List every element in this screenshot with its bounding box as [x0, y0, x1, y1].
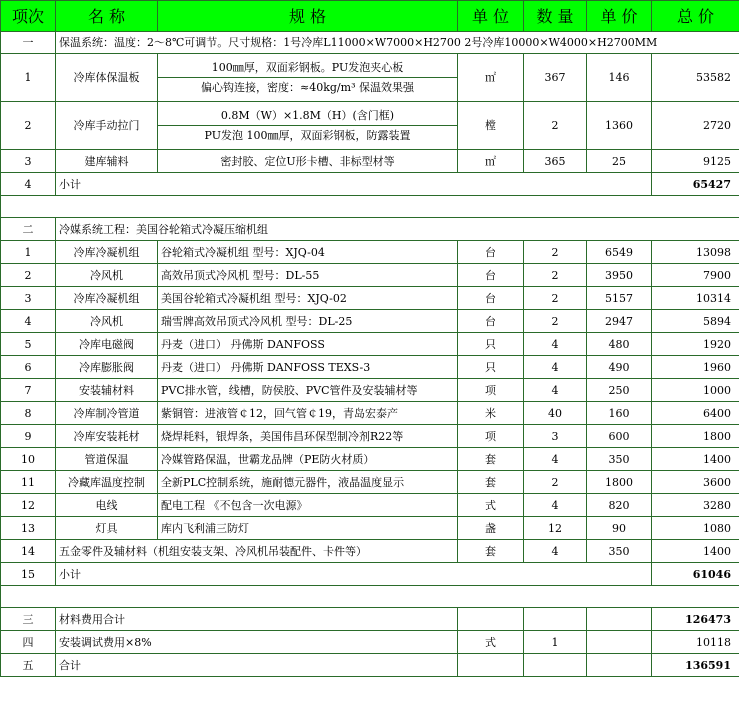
cell-unit[interactable]: 只 [458, 356, 524, 379]
cell-qty[interactable]: 40 [524, 402, 587, 425]
cell-idx[interactable]: 2 [1, 264, 56, 287]
cell-total[interactable]: 1800 [652, 425, 739, 448]
cell-unit[interactable] [458, 654, 524, 677]
header-qty[interactable]: 数 量 [524, 1, 587, 32]
cell-qty[interactable] [524, 608, 587, 631]
cell-price[interactable] [587, 631, 652, 654]
cell-spec[interactable]: 库内飞利浦三防灯 [158, 517, 458, 540]
cell-idx[interactable]: 9 [1, 425, 56, 448]
grand-total[interactable]: 136591 [652, 654, 739, 677]
cell-price[interactable]: 2947 [587, 310, 652, 333]
cell-unit[interactable]: 式 [458, 494, 524, 517]
table-row [1, 356, 739, 379]
cell-idx[interactable]: 3 [1, 150, 56, 173]
cell-unit[interactable]: 项 [458, 425, 524, 448]
summary-row [1, 631, 739, 654]
cell-unit[interactable]: 米 [458, 402, 524, 425]
spec-line-1: 100㎜厚，双面彩钢板。PU发泡夹心板 [211, 61, 404, 74]
table-row [1, 333, 739, 356]
cell-idx[interactable]: 6 [1, 356, 56, 379]
cell-idx[interactable]: 1 [1, 241, 56, 264]
spec-line-2: PU发泡 100㎜厚，双面彩钢板，防露装置 [158, 125, 457, 142]
summary-total[interactable]: 126473 [652, 608, 739, 631]
cell-unit[interactable]: 项 [458, 379, 524, 402]
cell-idx[interactable]: 14 [1, 540, 56, 563]
cell-price[interactable]: 600 [587, 425, 652, 448]
subtotal-label[interactable]: 小计 [56, 563, 652, 586]
header-name[interactable]: 名 称 [56, 1, 158, 32]
subtotal-row [1, 173, 739, 196]
cell-total[interactable]: 1080 [652, 517, 739, 540]
cell-total[interactable]: 1400 [652, 540, 739, 563]
cell-spec[interactable]: 丹麦（进口） 丹佛斯 DANFOSS TEXS-3 [158, 356, 458, 379]
cell-name[interactable]: 灯具 [56, 517, 158, 540]
section1-title-row [1, 32, 739, 54]
cell-idx[interactable]: 7 [1, 379, 56, 402]
cell-spec[interactable]: 冷媒管路保温，世霸龙品牌（PE防火材质） [158, 448, 458, 471]
cell-unit[interactable]: 式 [458, 631, 524, 654]
cell-qty[interactable] [524, 654, 587, 677]
table-row [1, 54, 739, 102]
summary-label[interactable]: 合计 [56, 654, 458, 677]
cell-spec[interactable]: 丹麦（进口） 丹佛斯 DANFOSS [158, 333, 458, 356]
cell-qty[interactable]: 12 [524, 517, 587, 540]
cell-qty[interactable]: 365 [524, 150, 587, 173]
subtotal-label[interactable]: 小计 [56, 173, 652, 196]
summary-row [1, 608, 739, 631]
blank-cell[interactable] [1, 196, 739, 218]
cell-name[interactable]: 安装辅材料 [56, 379, 158, 402]
summary-row [1, 654, 739, 677]
table-row [1, 102, 739, 150]
cell-price[interactable]: 1360 [587, 102, 652, 150]
cell-spec[interactable] [158, 102, 458, 150]
cell-name[interactable]: 冷风机 [56, 264, 158, 287]
cell-total[interactable]: 1920 [652, 333, 739, 356]
cell-name[interactable]: 五金零件及辅材料（机组安装支架、冷风机吊装配件、卡件等） [56, 540, 458, 563]
table-row [1, 471, 739, 494]
cell-spec[interactable]: PVC排水管，线槽，防侯胶、PVC管件及安装辅材等 [158, 379, 458, 402]
cell-qty[interactable]: 2 [524, 264, 587, 287]
header-spec[interactable]: 规 格 [158, 1, 458, 32]
cell-total[interactable]: 3280 [652, 494, 739, 517]
cell-qty[interactable]: 2 [524, 241, 587, 264]
cell-price[interactable]: 90 [587, 517, 652, 540]
cell-total[interactable]: 2720 [652, 102, 739, 150]
cell-unit[interactable]: 樘 [458, 102, 524, 150]
spec-line-2: 偏心钩连接，密度：≈40kg/m³ 保温效果强 [158, 77, 457, 94]
cell-qty[interactable]: 2 [524, 471, 587, 494]
cell-unit[interactable]: 套 [458, 540, 524, 563]
cell-idx[interactable]: 3 [1, 287, 56, 310]
cell-name[interactable]: 冷库冷凝机组 [56, 241, 158, 264]
cell-name[interactable]: 电线 [56, 494, 158, 517]
cell-idx[interactable]: 5 [1, 333, 56, 356]
subtotal-row [1, 563, 739, 586]
cell-idx[interactable]: 五 [1, 654, 56, 677]
table-row [1, 494, 739, 517]
cell-qty[interactable]: 3 [524, 425, 587, 448]
cell-price[interactable]: 146 [587, 54, 652, 102]
cell-total[interactable]: 9125 [652, 150, 739, 173]
cell-idx[interactable]: 8 [1, 402, 56, 425]
cell-name[interactable]: 管道保温 [56, 448, 158, 471]
table-row [1, 402, 739, 425]
blank-row [1, 586, 739, 608]
table-row [1, 448, 739, 471]
cell-qty[interactable]: 367 [524, 54, 587, 102]
cell-price[interactable]: 5157 [587, 287, 652, 310]
cell-qty[interactable]: 4 [524, 356, 587, 379]
cell-idx[interactable]: 三 [1, 608, 56, 631]
cell-unit[interactable]: 台 [458, 241, 524, 264]
cell-spec[interactable]: 烧焊耗料，银焊条，美国伟昌环保型制冷剂R22等 [158, 425, 458, 448]
cell-idx[interactable]: 2 [1, 102, 56, 150]
cell-unit[interactable] [458, 608, 524, 631]
cell-qty[interactable]: 2 [524, 102, 587, 150]
cell-price[interactable]: 160 [587, 402, 652, 425]
cell-total[interactable]: 1000 [652, 379, 739, 402]
table-row [1, 310, 739, 333]
cell-idx[interactable]: 4 [1, 173, 56, 196]
cell-unit[interactable]: 只 [458, 333, 524, 356]
header-row [1, 1, 739, 32]
cell-qty[interactable]: 4 [524, 448, 587, 471]
cell-idx[interactable]: 12 [1, 494, 56, 517]
cell-unit[interactable]: 套 [458, 448, 524, 471]
table-row [1, 379, 739, 402]
cell-total[interactable]: 13098 [652, 241, 739, 264]
table-row [1, 287, 739, 310]
cell-price[interactable] [587, 608, 652, 631]
cell-unit[interactable]: 台 [458, 264, 524, 287]
cell-idx[interactable]: 10 [1, 448, 56, 471]
subtotal-total[interactable]: 65427 [652, 173, 739, 196]
table-row [1, 150, 739, 173]
cell-qty[interactable]: 4 [524, 379, 587, 402]
cell-unit[interactable]: 盏 [458, 517, 524, 540]
cell-name[interactable]: 冷库体保温板 [56, 54, 158, 102]
cell-name[interactable]: 冷库制冷管道 [56, 402, 158, 425]
cell-unit[interactable]: 套 [458, 471, 524, 494]
header-price[interactable]: 单 价 [587, 1, 652, 32]
table-row [1, 264, 739, 287]
spec-line-1: 0.8M（W）×1.8M（H）(含门框) [220, 109, 395, 122]
table-row [1, 540, 739, 563]
summary-total[interactable]: 10118 [652, 631, 739, 654]
table-row [1, 425, 739, 448]
cell-total[interactable]: 6400 [652, 402, 739, 425]
cell-total[interactable]: 7900 [652, 264, 739, 287]
cell-spec[interactable] [158, 54, 458, 102]
cell-name[interactable]: 冷藏库温度控制 [56, 471, 158, 494]
cell-price[interactable]: 490 [587, 356, 652, 379]
cell-spec[interactable]: 瑞雪牌高效吊顶式冷风机 型号：DL-25 [158, 310, 458, 333]
cell-price[interactable]: 1800 [587, 471, 652, 494]
cell-spec[interactable]: 美国谷轮箱式冷凝机组 型号：XJQ-02 [158, 287, 458, 310]
cell-total[interactable]: 1960 [652, 356, 739, 379]
cell-idx[interactable]: 四 [1, 631, 56, 654]
cell-price[interactable]: 350 [587, 448, 652, 471]
cell-price[interactable]: 3950 [587, 264, 652, 287]
section1-desc[interactable]: 保温系统：温度：2～8℃可调节。尺寸规格：1号冷库L11000×W7000×H2700 2号冷库10000×W4000×H2700MM [56, 32, 739, 54]
cell-qty[interactable]: 4 [524, 494, 587, 517]
cell-name[interactable]: 冷库手动拉门 [56, 102, 158, 150]
cell-total[interactable]: 3600 [652, 471, 739, 494]
cell-spec[interactable]: 密封胶、定位U形卡槽、非标型材等 [158, 150, 458, 173]
section2-title-row [1, 218, 739, 241]
cell-idx[interactable]: 15 [1, 563, 56, 586]
header-unit[interactable]: 单 位 [458, 1, 524, 32]
cell-name[interactable]: 冷库冷凝机组 [56, 287, 158, 310]
cell-unit[interactable]: ㎡ [458, 54, 524, 102]
blank-cell[interactable] [1, 586, 739, 608]
cell-spec[interactable]: 全新PLC控制系统，施耐德元器件，液晶温度显示 [158, 471, 458, 494]
cell-qty[interactable]: 4 [524, 540, 587, 563]
header-total[interactable]: 总 价 [652, 1, 739, 32]
cell-qty[interactable]: 2 [524, 310, 587, 333]
cell-spec[interactable]: 高效吊顶式冷风机 型号：DL-55 [158, 264, 458, 287]
summary-label[interactable]: 安装调试费用×8% [56, 631, 458, 654]
section2-idx[interactable]: 二 [1, 218, 56, 241]
cell-name[interactable]: 冷库安装耗材 [56, 425, 158, 448]
cell-price[interactable]: 480 [587, 333, 652, 356]
cell-idx[interactable]: 13 [1, 517, 56, 540]
cell-price[interactable] [587, 654, 652, 677]
cell-price[interactable]: 6549 [587, 241, 652, 264]
section1-idx[interactable]: 一 [1, 32, 56, 54]
cell-name[interactable]: 冷库膨胀阀 [56, 356, 158, 379]
cell-price[interactable]: 820 [587, 494, 652, 517]
cell-price[interactable]: 250 [587, 379, 652, 402]
cell-idx[interactable]: 11 [1, 471, 56, 494]
cell-qty[interactable]: 1 [524, 631, 587, 654]
summary-label[interactable]: 材料费用合计 [56, 608, 458, 631]
cell-total[interactable]: 10314 [652, 287, 739, 310]
cell-idx[interactable]: 1 [1, 54, 56, 102]
cell-total[interactable]: 5894 [652, 310, 739, 333]
cell-unit[interactable]: 台 [458, 287, 524, 310]
cell-spec[interactable]: 紫铜管：进液管￠12，回气管￠19，青岛宏泰产 [158, 402, 458, 425]
cell-name[interactable]: 建库辅料 [56, 150, 158, 173]
subtotal-total[interactable]: 61046 [652, 563, 739, 586]
table-row [1, 241, 739, 264]
cell-price[interactable]: 350 [587, 540, 652, 563]
section2-desc[interactable]: 冷媒系统工程：美国谷轮箱式冷凝压缩机组 [56, 218, 739, 241]
cell-price[interactable]: 25 [587, 150, 652, 173]
cell-name[interactable]: 冷风机 [56, 310, 158, 333]
cell-total[interactable]: 1400 [652, 448, 739, 471]
cell-spec[interactable]: 配电工程 《不包含一次电源》 [158, 494, 458, 517]
cell-name[interactable]: 冷库电磁阀 [56, 333, 158, 356]
cell-unit[interactable]: 台 [458, 310, 524, 333]
cell-unit[interactable]: ㎡ [458, 150, 524, 173]
cell-total[interactable]: 53582 [652, 54, 739, 102]
cell-idx[interactable]: 4 [1, 310, 56, 333]
cell-qty[interactable]: 4 [524, 333, 587, 356]
table-row [1, 517, 739, 540]
cell-spec[interactable]: 谷轮箱式冷凝机组 型号：XJQ-04 [158, 241, 458, 264]
cell-qty[interactable]: 2 [524, 287, 587, 310]
header-idx[interactable]: 项次 [1, 1, 56, 32]
blank-row [1, 196, 739, 218]
